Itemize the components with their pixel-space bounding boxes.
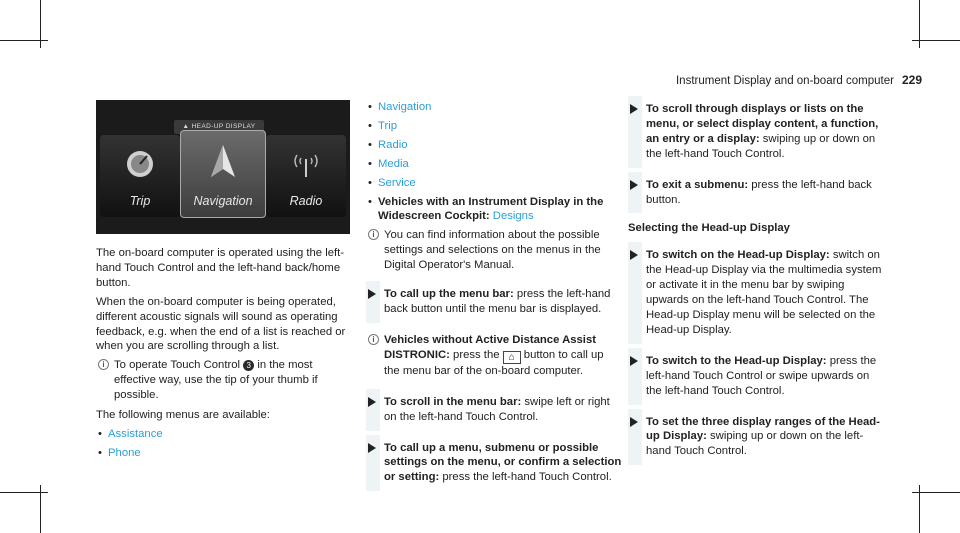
crop-mark [0,492,48,493]
menu-link-assistance[interactable]: Assistance [108,427,163,440]
callout-marker: 3 [243,360,254,371]
list-item [366,138,622,153]
list-item [366,157,622,172]
trip-gauge-icon [125,149,155,179]
column-2 [366,100,622,493]
list-item: • Vehicles with an Instrument Display in the Widescreen Cockpit: Designs [366,195,622,225]
arrow-icon [630,180,638,190]
menu-list [366,100,622,224]
step: To set the three display ranges of the Head-up Display: swiping up or down on the left-hand Touch Control. [628,415,886,460]
arrow-icon [630,417,638,427]
step: To switch on the Head-up Display: switch on the Head-up Display via the multimedia system or activate it in the menu bar by swiping upwards on the left-hand Touch Control. The Head-up Display menu will be selected on the Head-up Display. [628,248,886,337]
step: To call up a menu, submenu or possible settings on the menu, or confirm a selection or setting: press the left-hand Touch Control. [366,441,622,486]
info-icon: i [368,229,379,240]
step: To call up the menu bar: press the left-hand back button until the menu bar is displayed. [366,287,622,317]
column-1 [96,100,352,465]
list-item [96,446,352,461]
menu-link-radio[interactable]: Radio [378,138,408,151]
arrow-icon [368,443,376,453]
note: i You can find information about the possible settings and selections on the menus in the Digital Operator's Manual. [366,228,622,273]
step: To switch to the Head-up Display: press the left-hand Touch Control or swipe upwards on the left-hand Touch Control. [628,354,886,399]
arrow-icon [368,289,376,299]
info-icon: i [98,359,109,370]
arrow-icon [630,104,638,114]
tile-navigation [180,130,266,218]
menu-link-phone[interactable]: Phone [108,446,141,459]
header-title: Instrument Display and on-board computer [675,75,894,87]
arrow-icon [630,356,638,366]
menu-link-navigation[interactable]: Navigation [378,101,432,113]
step: To scroll in the menu bar: swipe left or right on the left-hand Touch Control. [366,395,622,425]
note: i Vehicles without Active Distance Assist DISTRONIC: press the ⌂ button to call up the menu bar of the on-board computer. [366,333,622,379]
list-item [366,119,622,134]
info-icon: i [368,334,379,345]
home-button-icon: ⌂ [503,351,521,364]
radio-antenna-icon [291,149,321,177]
menu-link-designs[interactable]: Designs [492,210,534,223]
note: i To operate Touch Control 3 in the most effective way, use the tip of your thumb if possible. [96,358,352,403]
crop-mark [912,492,960,493]
page-header [676,73,922,89]
step: To scroll through displays or lists on the menu, or select display content, a function, an entry or a display: swiping up or down on the left-hand Touch Control. [628,102,886,162]
arrow-icon [368,397,376,407]
tile-label: Trip [129,193,151,208]
paragraph: The following menus are available: [96,409,270,422]
tile-radio [266,135,346,217]
tile-label: Navigation [193,193,253,208]
list-item [366,100,622,115]
head-up-display-menu-image [96,100,350,234]
crop-mark [912,40,960,41]
arrow-icon [630,250,638,260]
paragraph: The on-board computer is operated using the left-hand Touch Control and the left-hand back/home button. [96,247,345,289]
navigation-arrow-icon [211,145,235,177]
menu-link-trip[interactable]: Trip [378,119,398,132]
section-heading: Selecting the Head-up Display [628,222,790,235]
hud-tab: ▲ HEAD-UP DISPLAY [174,120,264,134]
crop-mark [0,40,48,41]
menu-link-service[interactable]: Service [378,176,416,189]
tile-label: Radio [289,193,323,208]
menu-list [96,427,352,461]
step: To exit a submenu: press the left-hand back button. [628,178,886,208]
column-3 [628,102,886,467]
list-item [366,176,622,191]
page-number: 229 [901,73,922,87]
paragraph: When the on-board computer is being operated, different acoustic signals will sound as operating feedback, e.g. when the end of a list is reached or when you are scrolling through a list. [96,295,346,353]
tile-trip [100,135,180,217]
list-item [96,427,352,442]
menu-link-media[interactable]: Media [378,157,409,170]
